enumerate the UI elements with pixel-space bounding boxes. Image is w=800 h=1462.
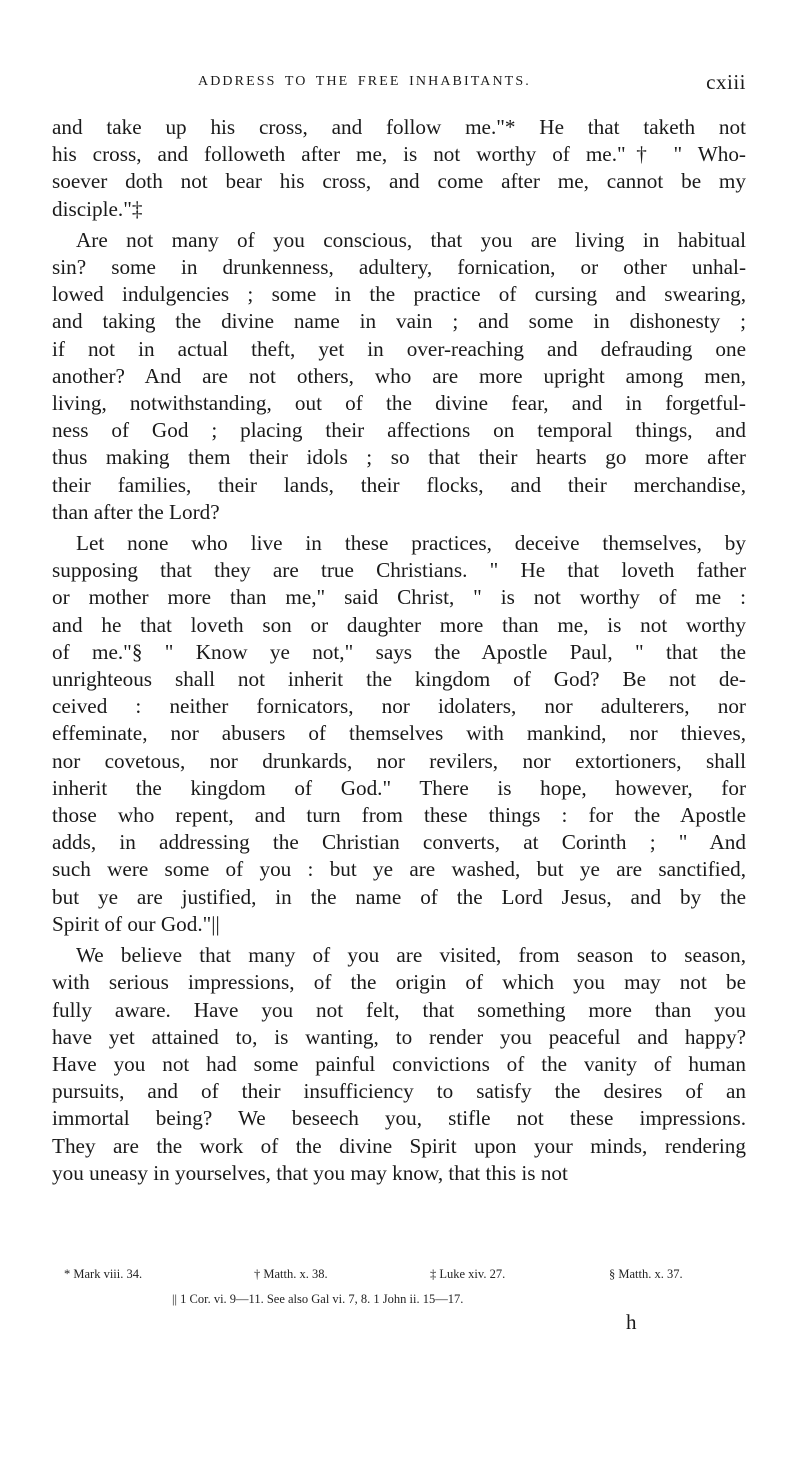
text-line: their families, their lands, their flocks, and their merchandise, xyxy=(52,472,746,497)
text-line: Have you not had some painful convictions of the vanity of human xyxy=(52,1051,746,1076)
footnote-luke: ‡ Luke xiv. 27. xyxy=(430,1267,506,1281)
text-line: adds, in addressing the Christian converts, at Corinth ; " And xyxy=(52,830,746,855)
text-line: pursuits, and of their insufficiency to satisfy the desires of an xyxy=(52,1079,746,1104)
text-line: another? And are not others, who are more upright among men, xyxy=(52,363,746,388)
text-line: have yet attained to, is wanting, to render you peaceful and happy? xyxy=(52,1024,746,1049)
paragraph xyxy=(52,227,746,526)
page-number: cxiii xyxy=(706,70,746,94)
text-line: such were some of you : but ye are washed, but ye are sanctified, xyxy=(52,857,746,882)
running-head xyxy=(52,70,746,100)
signature-mark: h xyxy=(626,1310,637,1334)
text-line: and take up his cross, and follow me."* He that taketh not xyxy=(52,115,746,139)
text-line: inherit the kingdom of God." There is hope, however, for xyxy=(52,775,746,800)
text-line: thus making them their idols ; so that their hearts go more after xyxy=(52,445,746,470)
book-page xyxy=(52,70,746,1191)
text-line: ness of God ; placing their affections on temporal things, and xyxy=(52,418,746,443)
body-text xyxy=(52,114,746,1187)
text-line: you uneasy in yourselves, that you may know, that this is not xyxy=(52,1160,568,1185)
paragraph xyxy=(52,942,746,1187)
text-line: than after the Lord? xyxy=(52,499,220,524)
footnote-corinthians: || 1 Cor. vi. 9—11. See also Gal vi. 7, 8. 1 John ii. 15—17. xyxy=(172,1292,464,1306)
text-line: living, notwithstanding, out of the divine fear, and in forgetful- xyxy=(52,391,746,416)
text-line: lowed indulgencies ; some in the practice of cursing and swearing, xyxy=(52,282,746,307)
text-line: immortal being? We beseech you, stifle not these impressions. xyxy=(52,1106,746,1131)
text-line: Are not many of you conscious, that you are living in habitual xyxy=(76,227,746,252)
text-line: unrighteous shall not inherit the kingdom of God? Be not de- xyxy=(52,667,746,692)
text-line: fully aware. Have you not felt, that something more than you xyxy=(52,997,746,1022)
text-line: disciple."‡ xyxy=(52,196,143,221)
paragraph xyxy=(52,530,746,938)
running-title: ADDRESS TO THE FREE INHABITANTS. xyxy=(198,74,531,89)
text-line: but ye are justified, in the name of the Lord Jesus, and by the xyxy=(52,884,746,909)
text-line: if not in actual theft, yet in over-reaching and defrauding one xyxy=(52,336,746,361)
paragraph xyxy=(52,114,746,223)
footnote-matthew-1: † Matth. x. 38. xyxy=(254,1267,328,1281)
text-line: with serious impressions, of the origin of which you may not be xyxy=(52,970,746,995)
text-line: and taking the divine name in vain ; and some in dishonesty ; xyxy=(52,309,746,334)
text-line: soever doth not bear his cross, and come after me, cannot be my xyxy=(52,169,746,194)
text-line: sin? some in drunkenness, adultery, fornication, or other unhal- xyxy=(52,255,746,280)
text-line: effeminate, nor abusers of themselves with mankind, nor thieves, xyxy=(52,721,746,746)
text-line: We believe that many of you are visited, from season to season, xyxy=(76,943,746,968)
text-line: ceived : neither fornicators, nor idolaters, nor adulterers, nor xyxy=(52,694,746,719)
text-line: or mother more than me," said Christ, " is not worthy of me : xyxy=(52,585,746,610)
text-line: nor covetous, nor drunkards, nor revilers, nor extortioners, shall xyxy=(52,748,746,773)
footnote-mark: * Mark viii. 34. xyxy=(64,1267,143,1281)
text-line: They are the work of the divine Spirit upon your minds, rendering xyxy=(52,1133,746,1158)
text-line: Let none who live in these practices, deceive themselves, by xyxy=(76,531,746,556)
footnote-matthew-2: § Matth. x. 37. xyxy=(609,1267,683,1281)
text-line: Spirit of our God."|| xyxy=(52,911,220,936)
text-line: supposing that they are true Christians. " He that loveth father xyxy=(52,558,746,583)
text-line: and he that loveth son or daughter more than me, is not worthy xyxy=(52,612,746,637)
footnote-row xyxy=(52,1262,746,1287)
text-line: those who repent, and turn from these things : for the Apostle xyxy=(52,803,746,828)
text-line: of me."§ " Know ye not," says the Apostle Paul, " that the xyxy=(52,639,746,664)
text-line: his cross, and followeth after me, is not worthy of me."† " Who- xyxy=(52,142,746,167)
footnotes xyxy=(52,1262,746,1312)
